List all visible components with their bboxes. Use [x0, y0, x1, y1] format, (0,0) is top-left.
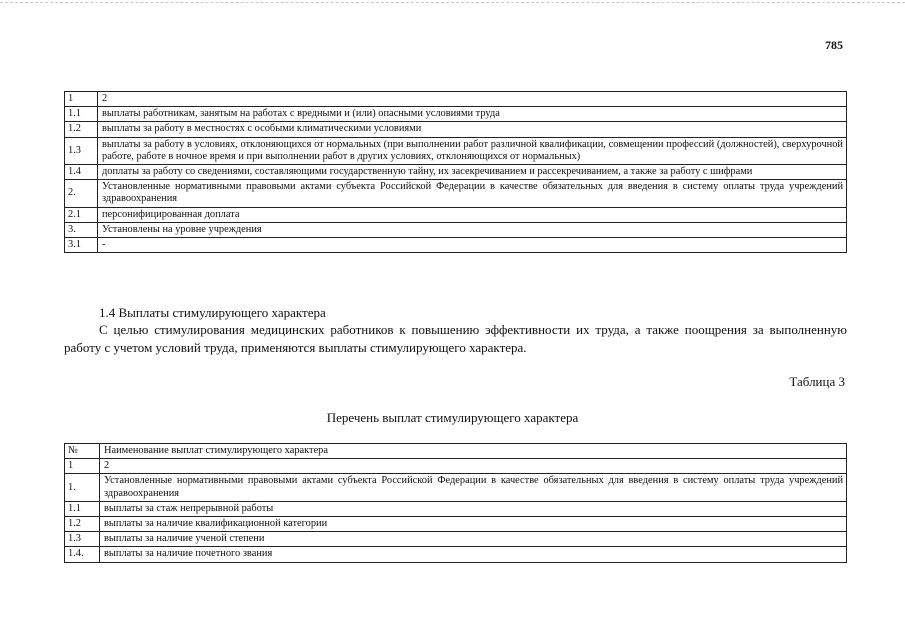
row-number: 3.1 [65, 238, 98, 253]
table-row [65, 532, 847, 547]
row-number: 1 [65, 92, 98, 107]
row-text: доплаты за работу со сведениями, составляющими государственную тайну, их засекречиванием и рассекречиванием, а также за работу с шифрами [98, 165, 847, 180]
table-title: Перечень выплат стимулирующего характера [326, 410, 579, 425]
row-text: - [98, 238, 847, 253]
table-row [65, 107, 847, 122]
row-text: выплаты за наличие почетного звания [100, 547, 847, 562]
row-text: выплаты за наличие квалификационной категории [100, 517, 847, 532]
row-text: выплаты за наличие ученой степени [100, 532, 847, 547]
payments-compensation-table [64, 91, 847, 253]
row-number: 1.4 [65, 165, 98, 180]
table-row [65, 137, 847, 164]
table-row [65, 238, 847, 253]
row-text: выплаты за работу в условиях, отклоняющихся от нормальных (при выполнении работ различной квалификации, совмещении профессий (должностей), сверхурочной работе, работе в ночное время и при выполнении работ в других условиях, отклоняющихся от нормальных) [98, 137, 847, 164]
row-text: Установленные нормативными правовыми актами субъекта Российской Федерации в качестве обязательных для введения в систему оплаты труда учреждений здравоохранения [100, 474, 847, 501]
row-number: 3. [65, 222, 98, 237]
row-text: выплаты за стаж непрерывной работы [100, 501, 847, 516]
table-row [65, 517, 847, 532]
table-row [65, 474, 847, 501]
header-text: Наименование выплат стимулирующего характера [100, 444, 847, 459]
header-number: № [65, 444, 100, 459]
table-row [65, 122, 847, 137]
section-title: 1.4 Выплаты стимулирующего характера [99, 305, 326, 320]
table-row [65, 547, 847, 562]
row-text: Установлены на уровне учреждения [98, 222, 847, 237]
row-number: 2.1 [65, 207, 98, 222]
table-row [65, 207, 847, 222]
table-row [65, 180, 847, 207]
page-number: 785 [825, 38, 843, 52]
row-number: 1.3 [65, 532, 100, 547]
table-row [65, 92, 847, 107]
stimulating-payments-table [64, 443, 847, 563]
row-number: 1.2 [65, 517, 100, 532]
row-number: 1.4. [65, 547, 100, 562]
table-row [65, 459, 847, 474]
row-text: Установленные нормативными правовыми актами субъекта Российской Федерации в качестве обязательных для введения в систему оплаты труда учреждений здравоохранения [98, 180, 847, 207]
table-row [65, 501, 847, 516]
table-row [65, 222, 847, 237]
row-number: 2. [65, 180, 98, 207]
section-paragraph: С целью стимулирования медицинских работников к повышению эффективности их труда, а также поощрения за выполненную работу с учетом условий труда, применяются выплаты стимулирующего характера. [64, 322, 847, 355]
row-text: 2 [98, 92, 847, 107]
row-text: выплаты за работу в местностях с особыми климатическими условиями [98, 122, 847, 137]
row-number: 1.1 [65, 501, 100, 516]
row-number: 1.1 [65, 107, 98, 122]
row-number: 1 [65, 459, 100, 474]
table-row [65, 165, 847, 180]
table-caption: Таблица 3 [789, 374, 845, 389]
row-number: 1. [65, 474, 100, 501]
row-text: 2 [100, 459, 847, 474]
row-text: персонифицированная доплата [98, 207, 847, 222]
table-header-row [65, 444, 847, 459]
row-number: 1.3 [65, 137, 98, 164]
row-number: 1.2 [65, 122, 98, 137]
row-text: выплаты работникам, занятым на работах с вредными и (или) опасными условиями труда [98, 107, 847, 122]
scan-edge-line [0, 2, 905, 3]
